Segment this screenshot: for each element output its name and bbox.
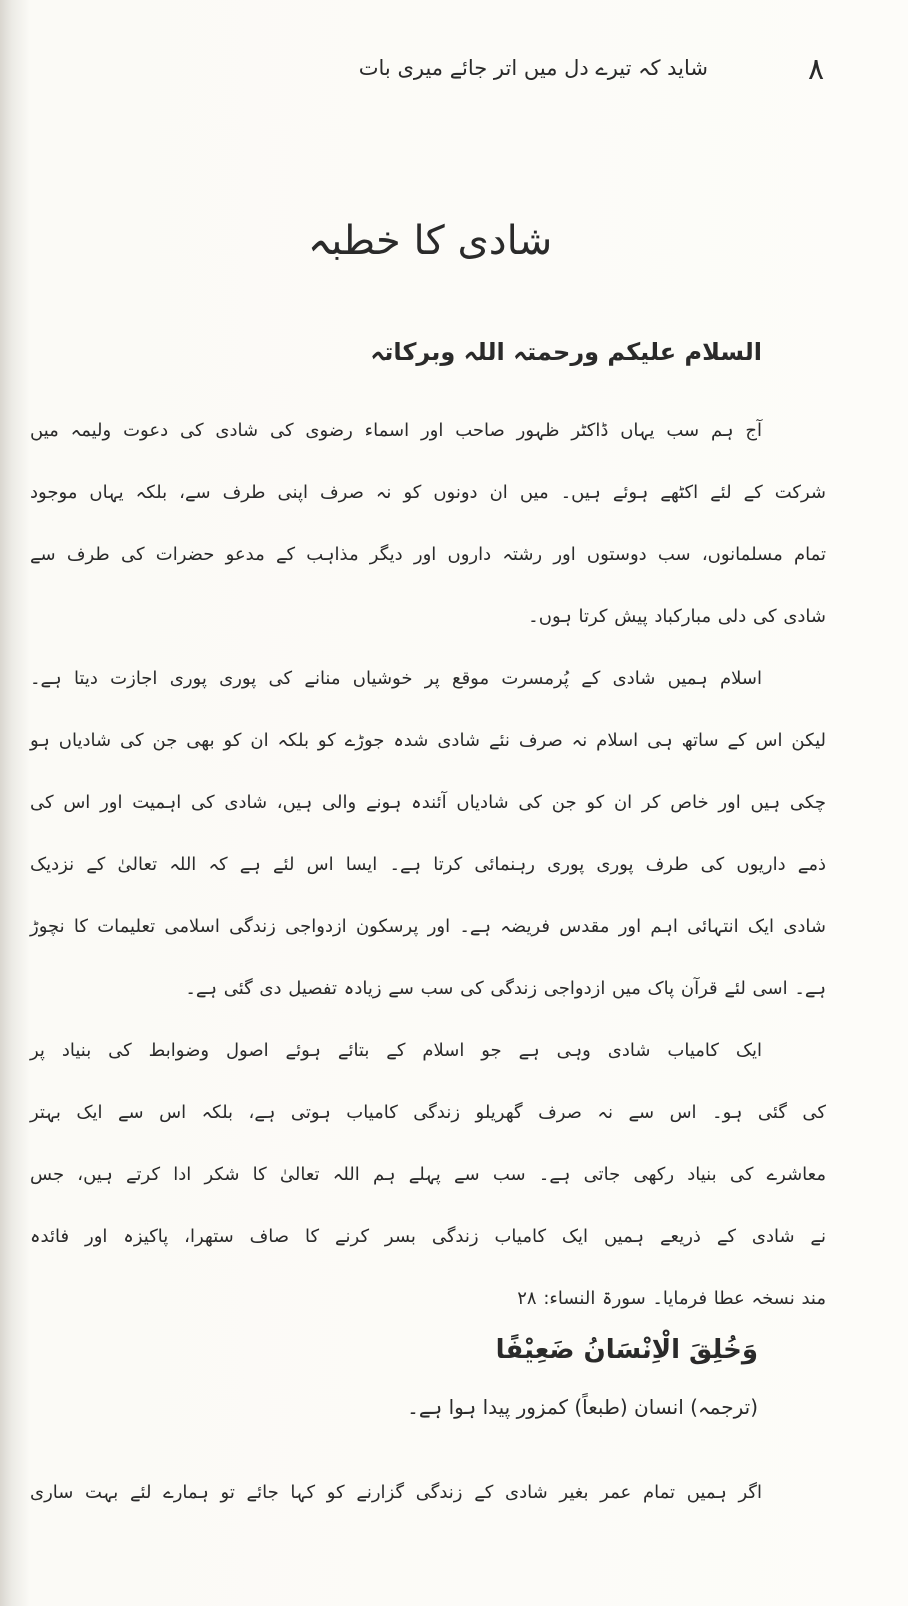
text-line: چکی ہیں اور خاص کر ان کو جن کی شادیاں آئندہ ہونے والی ہیں، شادی کی اہمیت اور اس کی [30, 792, 826, 813]
text-line: ذمے داریوں کی طرف پوری پوری رہنمائی کرتا ہے۔ ایسا اس لئے ہے کہ اللہ تعالیٰ کے نزدیک [30, 854, 826, 875]
body-text [30, 400, 826, 1330]
text-line: معاشرے کی بنیاد رکھی جاتی ہے۔ سب سے پہلے ہم اللہ تعالیٰ کا شکر ادا کرتے ہیں، جس [30, 1164, 826, 1185]
text-line: تمام مسلمانوں، سب دوستوں اور رشتہ داروں اور دیگر مذاہب کے مدعو حضرات کی طرف سے [30, 544, 826, 565]
text-line: شادی کی دلی مبارکباد پیش کرتا ہوں۔ [528, 606, 826, 627]
chapter-title: شادی کا خطبہ [307, 218, 553, 264]
text-line: ہے۔ اسی لئے قرآن پاک میں ازدواجی زندگی کی سب سے زیادہ تفصیل دی گئی ہے۔ [185, 978, 826, 999]
text-line: لیکن اس کے ساتھ ہی اسلام نہ صرف نئے شادی شدہ جوڑے کو بلکہ ان کو بھی جن کی شادیاں ہو [30, 730, 826, 751]
text-line: کی گئی ہو۔ اس سے نہ صرف گھریلو زندگی کامیاب ہوتی ہے، بلکہ اس سے ایک بہتر [30, 1102, 826, 1123]
verse-translation: (ترجمہ) انسان (طبعاً) کمزور پیدا ہوا ہے۔ [407, 1395, 758, 1419]
text-line: اگر ہمیں تمام عمر بغیر شادی کے زندگی گزارنے کو کہا جائے تو ہمارے لئے بہت ساری [30, 1482, 762, 1503]
text-line: نے شادی کے ذریعے ہمیں ایک کامیاب زندگی بسر کرنے کا صاف ستھرا، پاکیزہ اور فائدہ [30, 1226, 826, 1247]
quran-verse: وَخُلِقَ الْاِنْسَانُ ضَعِيْفًا [495, 1335, 758, 1365]
page-number: ۸ [808, 52, 825, 87]
text-line: آج ہم سب یہاں ڈاکٹر ظہور صاحب اور اسماء رضوی کی شادی کی دعوت ولیمہ میں [30, 420, 762, 441]
greeting: السلام علیکم ورحمتہ اللہ وبرکاتہ [370, 338, 762, 366]
text-line: مند نسخہ عطا فرمایا۔ سورۃ النساء: ۲۸ [517, 1288, 826, 1309]
paragraph-2 [30, 648, 826, 1020]
text-line: اسلام ہمیں شادی کے پُرمسرت موقع پر خوشیاں منانے کی پوری پوری اجازت دیتا ہے۔ [30, 668, 762, 689]
text-line: شادی ایک انتہائی اہم اور مقدس فریضہ ہے۔ اور پرسکون ازدواجی زندگی اسلامی تعلیمات کا نچوڑ [30, 916, 826, 937]
paragraph-3 [30, 1020, 826, 1330]
text-line: شرکت کے لئے اکٹھے ہوئے ہیں۔ میں ان دونوں کو نہ صرف اپنی طرف سے، بلکہ یہاں موجود [30, 482, 826, 503]
text-line: ایک کامیاب شادی وہی ہے جو اسلام کے بتائے ہوئے اصول وضوابط کی بنیاد پر [30, 1040, 762, 1061]
paragraph-1 [30, 400, 826, 648]
running-title: شاید کہ تیرے دل میں اتر جائے میری بات [358, 56, 708, 80]
last-paragraph [30, 1462, 826, 1524]
